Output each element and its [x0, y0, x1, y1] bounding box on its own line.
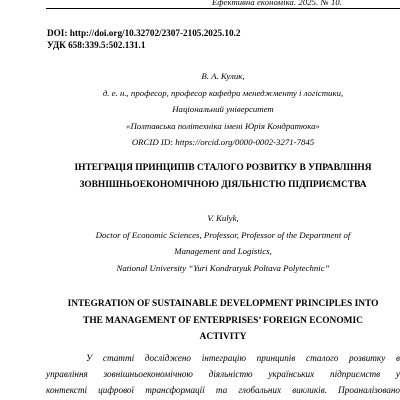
abstract-line: У статті досліджено інтеграцію принципів сталого розвитку в [86, 353, 400, 363]
en-title-line: THE MANAGEMENT OF ENTERPRISES’ FOREIGN ECONOMIC [83, 315, 363, 326]
header-rule [46, 8, 400, 9]
abstract-line: управління зовнішньоекономічною діяльністю українських підприємств у [46, 369, 400, 379]
en-article-title [46, 296, 400, 346]
en-author-name: V. Kulyk, [207, 213, 239, 223]
udc-code: УДК 658:339.5:502.131.1 [47, 40, 146, 50]
abstract-paragraph [46, 350, 400, 398]
en-author-affiliation: National University “Yuri Kondratyuk Poltava Polytechnic” [116, 262, 330, 273]
uk-author-position: д. е. н., професор, професор кафедри менеджменту і логістики, [102, 87, 344, 98]
uk-article-title [46, 160, 400, 193]
abstract-line: контексті цифрової трансформації та глобальних викликів. Проаналізовано [46, 385, 400, 395]
journal-running-header: Ефективна економіка. 2025. № 10. [212, 0, 342, 7]
uk-author-name: В. А. Кулик, [201, 71, 245, 81]
en-title-line: INTEGRATION OF SUSTAINABLE DEVELOPMENT PRINCIPLES INTO [67, 299, 379, 309]
en-author-position: Doctor of Economic Sciences, Professor, Professor of the Department of [95, 229, 351, 240]
en-author-position-cont: Management and Logistics, [174, 246, 272, 256]
en-author-block [46, 210, 400, 276]
uk-title-line: ЗОВНІШНЬОЕКОНОМІЧНОЮ ДІЯЛЬНІСТЮ ПІДПРИЄМСТВА [79, 179, 367, 190]
en-title-line: ACTIVITY [199, 332, 247, 342]
uk-author-affiliation: Національний університет [172, 104, 274, 114]
uk-author-block [46, 68, 400, 151]
doi-link[interactable]: DOI: http://doi.org/10.32702/2307-2105.2025.10.2 [47, 28, 241, 38]
uk-author-orcid[interactable]: ORCID ID: https://orcid.org/0000-0002-3271-7845 [131, 137, 315, 147]
uk-author-affiliation-name: «Полтавська політехніка імені Юрія Кондратюка» [126, 120, 320, 131]
uk-title-line: ІНТЕГРАЦІЯ ПРИНЦИПІВ СТАЛОГО РОЗВИТКУ В УПРАВЛІННЯ [74, 163, 372, 173]
